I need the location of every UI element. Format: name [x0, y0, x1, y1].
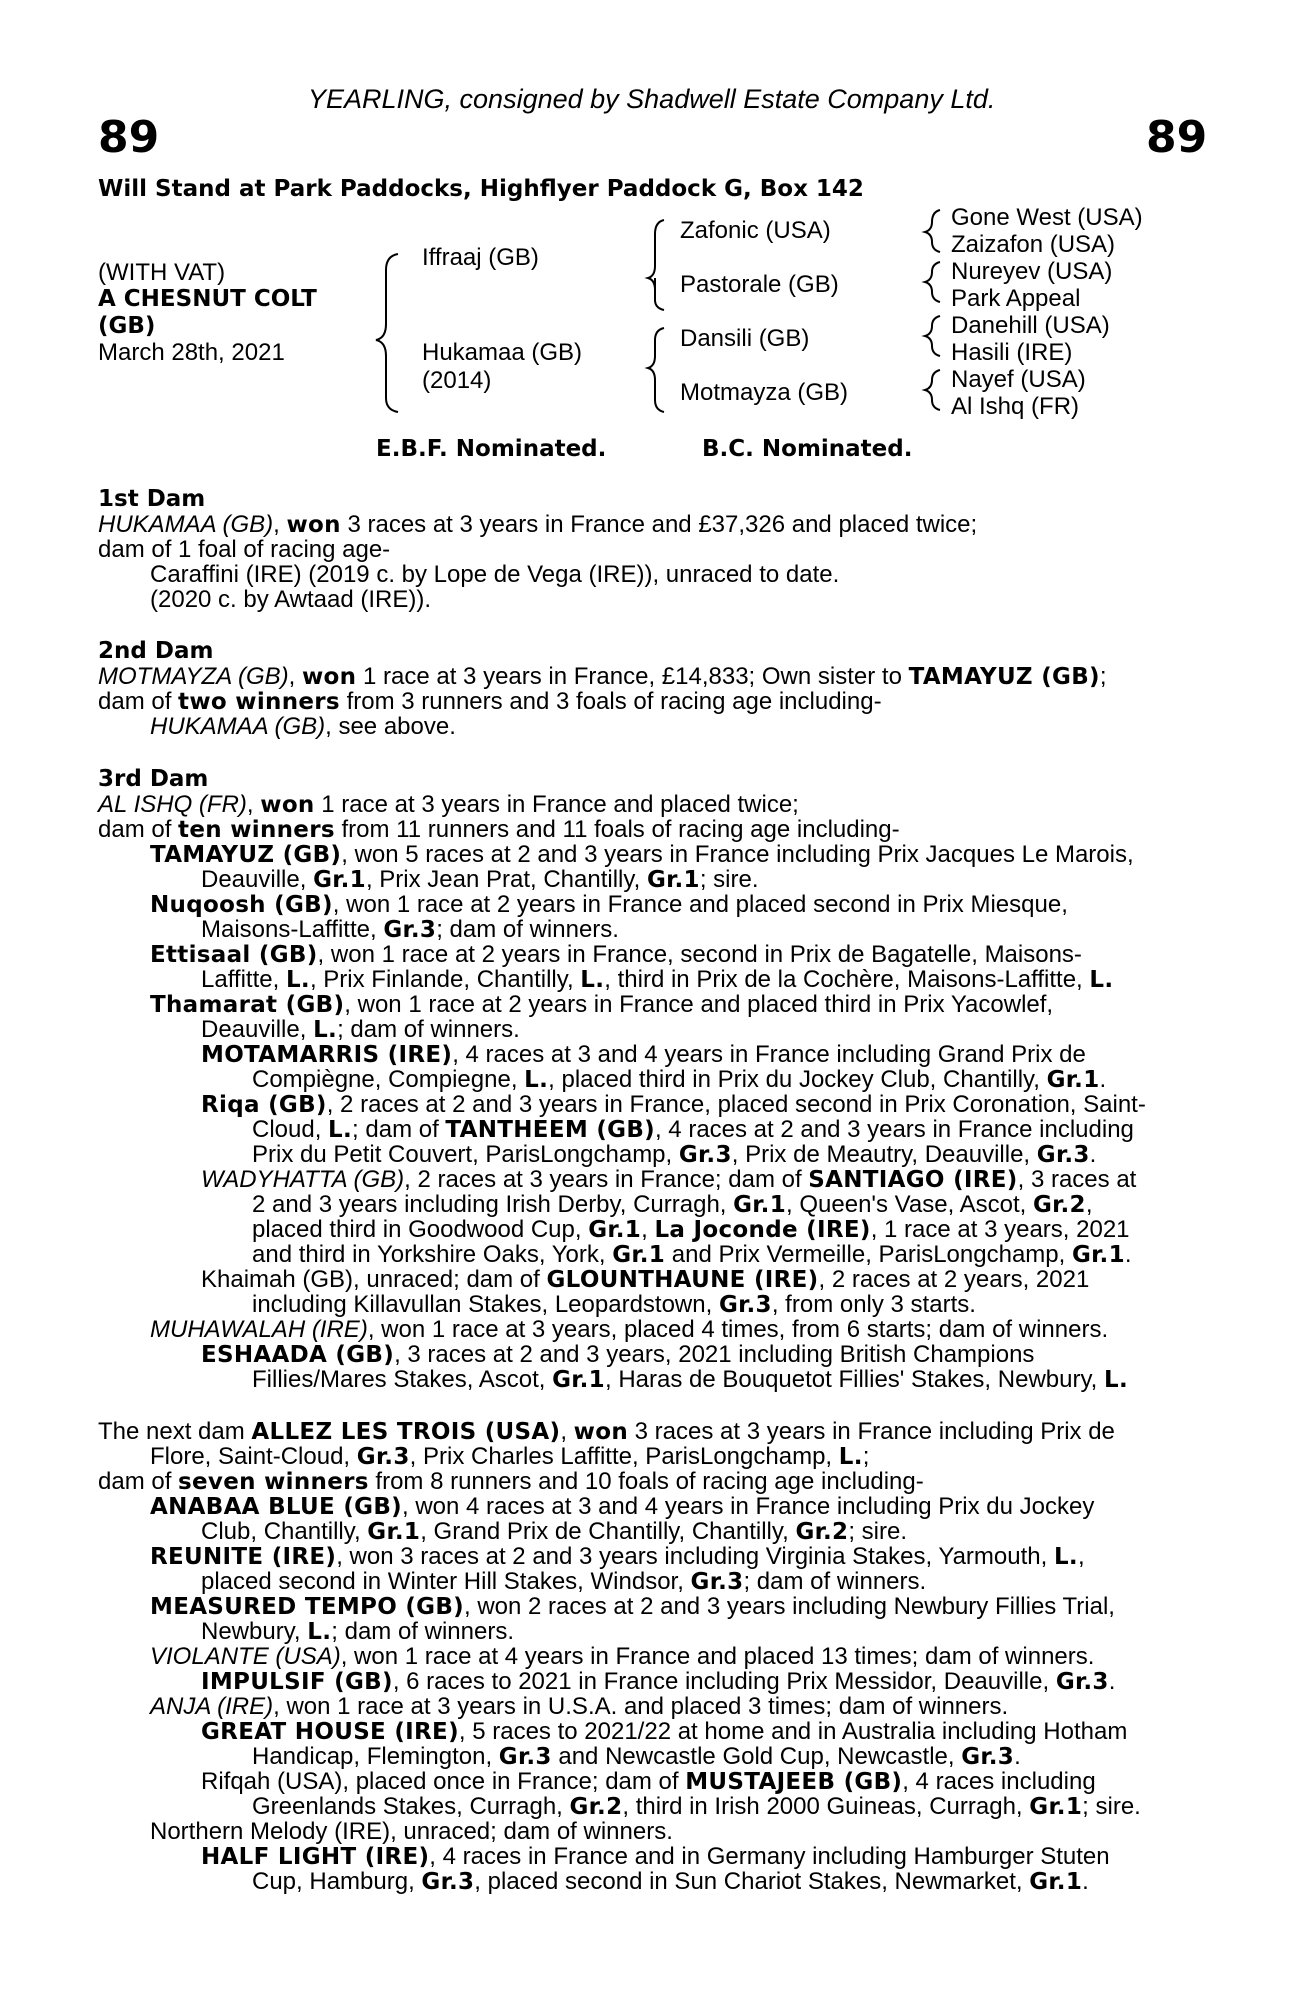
produce-riqa-2: Cloud, L.; dam of TANTHEEM (GB), 4 races at 2 and 3 years in France including	[252, 1116, 1134, 1143]
pedigree-gen3-2: Zaizafon (USA)	[951, 231, 1116, 258]
second-dam-produce-intro: dam of two winners from 3 runners and 3 foals of racing age including-	[98, 688, 882, 715]
produce-ettisaal-2: Laffitte, L., Prix Finlande, Chantilly, L., third in Prix de la Cochère, Maisons-Laffitte, L.	[201, 966, 1114, 993]
pedigree-sire: Iffraaj (GB)	[422, 244, 539, 271]
horse-name: A CHESNUT COLT	[98, 286, 317, 312]
produce-wadyhatta-2: 2 and 3 years including Irish Derby, Curragh, Gr.1, Queen's Vase, Ascot, Gr.2,	[252, 1191, 1093, 1218]
pedigree-gen3-4: Park Appeal	[951, 285, 1081, 312]
produce-great-house: GREAT HOUSE (IRE), 5 races to 2021/22 at home and in Australia including Hotham	[201, 1718, 1128, 1745]
catalogue-subtitle: YEARLING, consigned by Shadwell Estate Company Ltd.	[308, 84, 996, 114]
pedigree-dam-dam: Motmayza (GB)	[680, 379, 849, 406]
produce-eshaada-2: Fillies/Mares Stakes, Ascot, Gr.1, Haras de Bouquetot Fillies' Stakes, Newbury, L.	[252, 1366, 1129, 1393]
produce-riqa: Riqa (GB), 2 races at 2 and 3 years in France, placed second in Prix Coronation, Saint-	[201, 1091, 1146, 1118]
bc-nomination: B.C. Nominated.	[702, 436, 913, 462]
produce-nuqoosh-2: Maisons-Laffitte, Gr.3; dam of winners.	[201, 916, 619, 943]
produce-wadyhatta: WADYHATTA (GB), 2 races at 3 years in France; dam of SANTIAGO (IRE), 3 races at	[201, 1166, 1137, 1193]
third-dam-line: AL ISHQ (FR), won 1 race at 3 years in France and placed twice;	[98, 791, 799, 818]
first-dam-produce-intro: dam of 1 foal of racing age-	[98, 536, 391, 563]
produce-anabaa-blue-2: Club, Chantilly, Gr.1, Grand Prix de Chantilly, Chantilly, Gr.2; sire.	[201, 1518, 908, 1545]
produce-half-light: HALF LIGHT (IRE), 4 races in France and in Germany including Hamburger Stuten	[201, 1843, 1110, 1870]
produce-measured-tempo-2: Newbury, L.; dam of winners.	[201, 1618, 515, 1645]
first-dam-line: HUKAMAA (GB), won 3 races at 3 years in France and £37,326 and placed twice;	[98, 511, 978, 538]
produce-riqa-3: Prix du Petit Couvert, ParisLongchamp, Gr.3, Prix de Meautry, Deauville, Gr.3.	[252, 1141, 1097, 1168]
produce-tamayuz: TAMAYUZ (GB), won 5 races at 2 and 3 years in France including Prix Jacques Le Marois,	[150, 841, 1134, 868]
pedigree-sire-sire: Zafonic (USA)	[680, 217, 831, 244]
first-dam-heading: 1st Dam	[98, 486, 206, 512]
pedigree-dam: Hukamaa (GB)	[422, 339, 583, 366]
vat-note: (WITH VAT)	[98, 259, 226, 286]
pedigree-gen3-5: Danehill (USA)	[951, 312, 1110, 339]
produce-muhawalah: MUHAWALAH (IRE), won 1 race at 3 years, placed 4 times, from 6 starts; dam of winners.	[150, 1316, 1109, 1343]
produce-anabaa-blue: ANABAA BLUE (GB), won 4 races at 3 and 4 years in France including Prix du Jockey	[150, 1493, 1095, 1520]
horse-dob: March 28th, 2021	[98, 339, 285, 366]
produce-wadyhatta-4: and third in Yorkshire Oaks, York, Gr.1 and Prix Vermeille, ParisLongchamp, Gr.1.	[252, 1241, 1132, 1268]
pedigree-sire-dam: Pastorale (GB)	[680, 271, 839, 298]
pedigree-gen3-7: Nayef (USA)	[951, 366, 1086, 393]
pedigree-dam-year: (2014)	[422, 367, 492, 394]
produce-khaimah-2: including Killavullan Stakes, Leopardstown, Gr.3, from only 3 starts.	[252, 1291, 976, 1318]
produce-measured-tempo: MEASURED TEMPO (GB), won 2 races at 2 and 3 years including Newbury Fillies Trial,	[150, 1593, 1115, 1620]
produce-motamarris-2: Compiègne, Compiegne, L., placed third in Prix du Jockey Club, Chantilly, Gr.1.	[252, 1066, 1107, 1093]
pedigree-gen3-8: Al Ishq (FR)	[951, 393, 1080, 420]
first-dam-produce-2: (2020 c. by Awtaad (IRE)).	[150, 586, 432, 613]
pedigree-gen3-1: Gone West (USA)	[951, 204, 1143, 231]
produce-reunite-2: placed second in Winter Hill Stakes, Windsor, Gr.3; dam of winners.	[201, 1568, 927, 1595]
third-dam-produce-intro: dam of ten winners from 11 runners and 11 foals of racing age including-	[98, 816, 900, 843]
produce-impulsif: IMPULSIF (GB), 6 races to 2021 in France including Prix Messidor, Deauville, Gr.3.	[201, 1668, 1116, 1695]
produce-anja: ANJA (IRE), won 1 race at 3 years in U.S.A. and placed 3 times; dam of winners.	[150, 1693, 1009, 1720]
produce-half-light-2: Cup, Hamburg, Gr.3, placed second in Sun Chariot Stakes, Newmarket, Gr.1.	[252, 1868, 1089, 1895]
produce-thamarat-2: Deauville, L.; dam of winners.	[201, 1016, 520, 1043]
next-dam-produce-intro: dam of seven winners from 8 runners and 10 foals of racing age including-	[98, 1468, 924, 1495]
second-dam-heading: 2nd Dam	[98, 638, 214, 664]
produce-ettisaal: Ettisaal (GB), won 1 race at 2 years in France, second in Prix de Bagatelle, Maisons-	[150, 941, 1082, 968]
lot-number-left: 89	[98, 112, 160, 163]
produce-eshaada: ESHAADA (GB), 3 races at 2 and 3 years, 2021 including British Champions	[201, 1341, 1035, 1368]
pedigree-dam-sire: Dansili (GB)	[680, 325, 810, 352]
next-dam-line: The next dam ALLEZ LES TROIS (USA), won 3 races at 3 years in France including Prix de	[98, 1418, 1115, 1445]
next-dam-line-2: Flore, Saint-Cloud, Gr.3, Prix Charles Laffitte, ParisLongchamp, L.;	[150, 1443, 870, 1470]
second-dam-line: MOTMAYZA (GB), won 1 race at 3 years in France, £14,833; Own sister to TAMAYUZ (GB);	[98, 663, 1107, 690]
first-dam-produce-1: Caraffini (IRE) (2019 c. by Lope de Vega (IRE)), unraced to date.	[150, 561, 840, 588]
produce-northern-melody: Northern Melody (IRE), unraced; dam of winners.	[150, 1818, 673, 1845]
produce-nuqoosh: Nuqoosh (GB), won 1 race at 2 years in France and placed second in Prix Miesque,	[150, 891, 1068, 918]
produce-khaimah: Khaimah (GB), unraced; dam of GLOUNTHAUNE (IRE), 2 races at 2 years, 2021	[201, 1266, 1090, 1293]
produce-rifqah-2: Greenlands Stakes, Curragh, Gr.2, third in Irish 2000 Guineas, Curragh, Gr.1; sire.	[252, 1793, 1141, 1820]
horse-country: (GB)	[98, 313, 156, 339]
pedigree-gen3-3: Nureyev (USA)	[951, 258, 1113, 285]
third-dam-heading: 3rd Dam	[98, 766, 209, 792]
produce-reunite: REUNITE (IRE), won 3 races at 2 and 3 years including Virginia Stakes, Yarmouth, L.,	[150, 1543, 1085, 1570]
stand-location: Will Stand at Park Paddocks, Highflyer Paddock G, Box 142	[98, 176, 864, 202]
produce-rifqah: Rifqah (USA), placed once in France; dam of MUSTAJEEB (GB), 4 races including	[201, 1768, 1096, 1795]
lot-number-right: 89	[1146, 112, 1208, 163]
ebf-nomination: E.B.F. Nominated.	[376, 436, 607, 462]
second-dam-produce-1: HUKAMAA (GB), see above.	[150, 713, 456, 740]
produce-tamayuz-2: Deauville, Gr.1, Prix Jean Prat, Chantilly, Gr.1; sire.	[201, 866, 759, 893]
produce-great-house-2: Handicap, Flemington, Gr.3 and Newcastle Gold Cup, Newcastle, Gr.3.	[252, 1743, 1021, 1770]
produce-violante: VIOLANTE (USA), won 1 race at 4 years in France and placed 13 times; dam of winners.	[150, 1643, 1095, 1670]
produce-motamarris: MOTAMARRIS (IRE), 4 races at 3 and 4 years in France including Grand Prix de	[201, 1041, 1086, 1068]
pedigree-gen3-6: Hasili (IRE)	[951, 339, 1073, 366]
produce-thamarat: Thamarat (GB), won 1 race at 2 years in France and placed third in Prix Yacowlef,	[150, 991, 1054, 1018]
produce-wadyhatta-3: placed third in Goodwood Cup, Gr.1, La Joconde (IRE), 1 race at 3 years, 2021	[252, 1216, 1130, 1243]
